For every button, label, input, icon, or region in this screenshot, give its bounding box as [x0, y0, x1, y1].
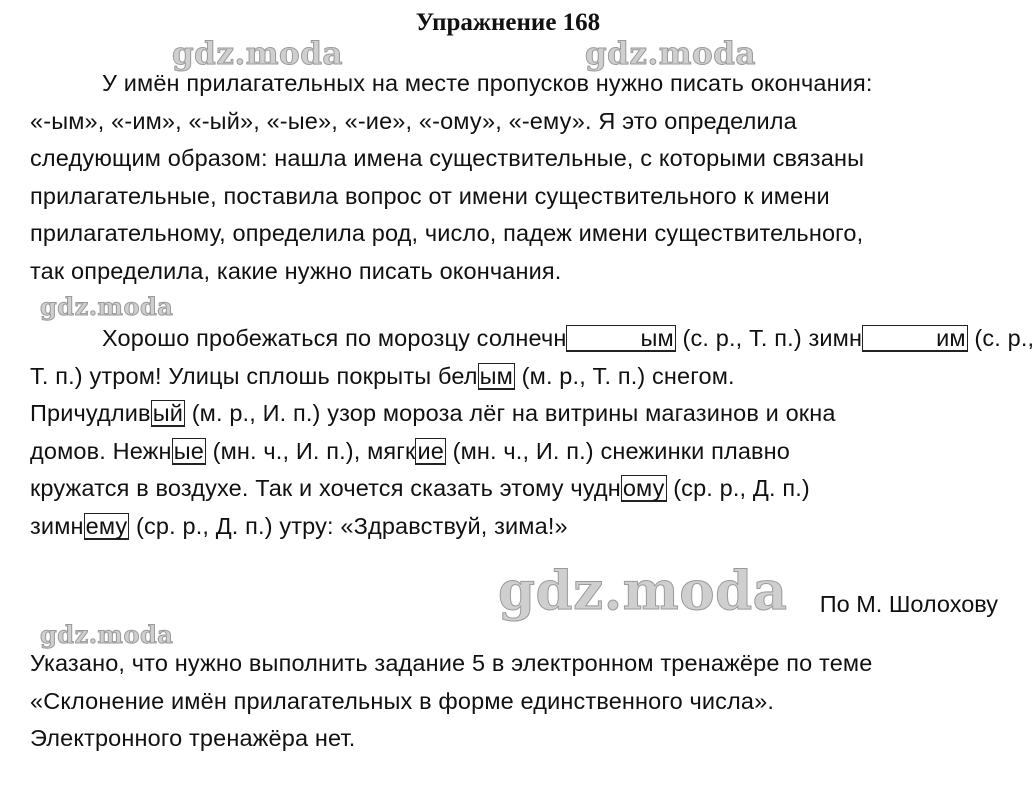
text-line: «-ым», «-им», «-ый», «-ые», «-ие», «-ому», «-ему». Я это определила: [30, 107, 797, 134]
text-line: [30, 358, 990, 396]
highlighted-ending: ие: [417, 437, 444, 464]
text-fragment: (мн. ч., И. п.), мягк: [205, 437, 416, 464]
text-line: [30, 433, 990, 471]
highlighted-ending: им: [862, 325, 968, 352]
text-line: [30, 395, 990, 433]
text-line: так определила, какие нужно писать окончания.: [30, 257, 562, 284]
text-fragment: Т. п.) утром! Улицы сплошь покрыты бел: [30, 362, 478, 389]
highlighted-ending: ым: [566, 325, 675, 352]
highlighted-ending: ому: [622, 475, 665, 501]
note-paragraph: [30, 645, 990, 758]
highlighted-ending: ый: [152, 400, 184, 426]
text-line: следующим образом: нашла имена существительные, с которыми связаны: [30, 145, 865, 171]
highlighted-ending: ему: [85, 512, 128, 539]
text-fragment: (м. р., И. п.) узор мороза лёг на витрины магазинов и окна: [185, 400, 836, 426]
watermark-logo: gdz.moda: [585, 36, 756, 72]
author-attribution: По М. Шолохову: [819, 591, 998, 617]
watermark-logo: gdz.moda: [40, 292, 174, 321]
text-fragment: (с. р., Т. п.) зимн: [675, 325, 863, 351]
text-line: [30, 320, 1034, 358]
text-line: Указано, что нужно выполнить задание 5 в электронном тренажёре по теме: [30, 650, 873, 676]
text-fragment: (с. р.,: [967, 325, 1034, 351]
text-line: «Склонение имён прилагательных в форме единственного числа».: [30, 687, 775, 714]
highlighted-ending: ым: [479, 362, 513, 389]
text-line: прилагательному, определила род, число, падеж имени существительного,: [30, 220, 864, 246]
exercise-text-paragraph: [30, 320, 1034, 545]
text-fragment: (ср. р., Д. п.): [666, 475, 810, 501]
exercise-title: Упражнение 168: [415, 9, 601, 36]
text-line: [30, 470, 990, 508]
watermark-logo: gdz.moda: [40, 620, 174, 649]
watermark-logo: gdz.moda: [172, 36, 343, 72]
text-fragment: Причудлив: [30, 400, 151, 426]
text-fragment: домов. Нежн: [30, 437, 172, 464]
text-fragment: (мн. ч., И. п.) снежинки плавно: [445, 437, 791, 464]
text-line: [30, 508, 990, 546]
text-line: прилагательные, поставила вопрос от имени существительного к имени: [30, 182, 830, 209]
watermark-logo: gdz.moda: [498, 560, 788, 622]
text-fragment: зимн: [30, 512, 84, 539]
text-line: Электронного тренажёра нет.: [30, 725, 356, 751]
text-fragment: кружатся в воздухе. Так и хочется сказать этому чудн: [30, 475, 621, 501]
explanation-paragraph: [30, 65, 990, 290]
text-fragment: Хорошо пробежаться по морозцу солнечн: [102, 325, 567, 351]
text-fragment: (ср. р., Д. п.) утру: «Здравствуй, зима!»: [129, 512, 568, 539]
text-line: У имён прилагательных на месте пропусков нужно писать окончания:: [102, 70, 873, 96]
text-fragment: (м. р., Т. п.) снегом.: [514, 362, 735, 389]
highlighted-ending: ые: [173, 437, 204, 464]
